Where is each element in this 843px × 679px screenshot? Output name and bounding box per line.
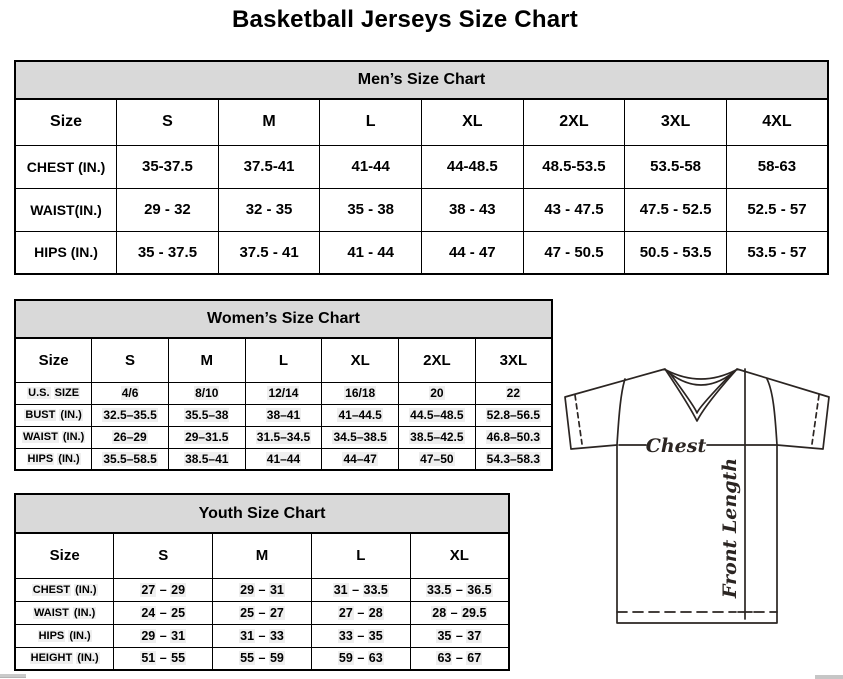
size-value-cell: 25 – 27: [213, 601, 312, 624]
jersey-measurement-diagram: [555, 355, 843, 635]
size-value-cell: 55 – 59: [213, 647, 312, 670]
row-label: CHEST (IN.): [15, 145, 117, 188]
row-label: U.S. SIZE: [15, 382, 92, 404]
column-header: 3XL: [475, 338, 552, 382]
table-row: [15, 426, 552, 448]
size-value-cell: 29 – 31: [114, 624, 213, 647]
size-value-cell: 48.5-53.5: [523, 145, 625, 188]
size-value-cell: 34.5–38.5: [322, 426, 399, 448]
size-value-cell: 35.5–38: [168, 404, 245, 426]
table-row: [15, 145, 828, 188]
size-value-cell: 4/6: [92, 382, 169, 404]
column-header: L: [320, 99, 422, 145]
column-header: L: [245, 338, 322, 382]
jersey-body-outline: [565, 369, 829, 623]
size-value-cell: 24 – 25: [114, 601, 213, 624]
table-title-band: Women’s Size Chart: [15, 300, 552, 338]
front-length-label: Front Length: [719, 457, 741, 599]
size-value-cell: 26–29: [92, 426, 169, 448]
size-value-cell: 35-37.5: [117, 145, 219, 188]
row-label: WAIST(IN.): [15, 188, 117, 231]
size-value-cell: 44 - 47: [422, 231, 524, 274]
size-value-cell: 27 – 28: [311, 601, 410, 624]
column-header: 3XL: [625, 99, 727, 145]
size-value-cell: 41 - 44: [320, 231, 422, 274]
column-header: 4XL: [726, 99, 828, 145]
size-value-cell: 16/18: [322, 382, 399, 404]
column-header: XL: [322, 338, 399, 382]
table-title-band: Youth Size Chart: [15, 494, 509, 533]
size-value-cell: 44-48.5: [422, 145, 524, 188]
row-label: HIPS (IN.): [15, 231, 117, 274]
page-title: Basketball Jerseys Size Chart: [232, 6, 578, 33]
right-cuff-dashed-line: [812, 395, 819, 444]
size-value-cell: 35 - 37.5: [117, 231, 219, 274]
table-row: [15, 188, 828, 231]
table-row: [15, 578, 509, 601]
table-row: [15, 231, 828, 274]
size-value-cell: 33.5 – 36.5: [410, 578, 509, 601]
size-value-cell: 29–31.5: [168, 426, 245, 448]
size-value-cell: 44–47: [322, 448, 399, 470]
table-row: [15, 382, 552, 404]
size-value-cell: 32 - 35: [218, 188, 320, 231]
size-value-cell: 22: [475, 382, 552, 404]
size-value-cell: 31.5–34.5: [245, 426, 322, 448]
size-value-cell: 53.5-58: [625, 145, 727, 188]
size-value-cell: 37.5-41: [218, 145, 320, 188]
size-value-cell: 47.5 - 52.5: [625, 188, 727, 231]
size-value-cell: 35 - 38: [320, 188, 422, 231]
table-header-row: [15, 338, 552, 382]
size-value-cell: 38.5–41: [168, 448, 245, 470]
column-header: M: [213, 533, 312, 578]
column-header: M: [168, 338, 245, 382]
size-value-cell: 58-63: [726, 145, 828, 188]
size-value-cell: 28 – 29.5: [410, 601, 509, 624]
row-label: HIPS (IN.): [15, 448, 92, 470]
column-header: L: [311, 533, 410, 578]
row-label: WAIST (IN.): [15, 601, 114, 624]
right-sleeve-seam: [767, 379, 777, 445]
table-row: [15, 601, 509, 624]
size-value-cell: 47–50: [399, 448, 476, 470]
row-label: HIPS (IN.): [15, 624, 114, 647]
row-label: CHEST (IN.): [15, 578, 114, 601]
size-value-cell: 31 – 33: [213, 624, 312, 647]
horizontal-scrollbar-thumb[interactable]: [0, 674, 26, 678]
size-value-cell: 41–44: [245, 448, 322, 470]
column-header: 2XL: [523, 99, 625, 145]
size-value-cell: 47 - 50.5: [523, 231, 625, 274]
row-label: HEIGHT (IN.): [15, 647, 114, 670]
column-header: Size: [15, 99, 117, 145]
column-header: S: [117, 99, 219, 145]
size-value-cell: 29 - 32: [117, 188, 219, 231]
size-value-cell: 46.8–50.3: [475, 426, 552, 448]
size-value-cell: 41-44: [320, 145, 422, 188]
size-value-cell: 12/14: [245, 382, 322, 404]
left-sleeve-seam: [617, 379, 625, 445]
size-value-cell: 38.5–42.5: [399, 426, 476, 448]
size-value-cell: 20: [399, 382, 476, 404]
size-value-cell: 35 – 37: [410, 624, 509, 647]
row-label: WAIST (IN.): [15, 426, 92, 448]
youth-size-table: [14, 493, 510, 671]
size-value-cell: 43 - 47.5: [523, 188, 625, 231]
size-value-cell: 35.5–58.5: [92, 448, 169, 470]
size-value-cell: 33 – 35: [311, 624, 410, 647]
size-value-cell: 53.5 - 57: [726, 231, 828, 274]
size-value-cell: 54.3–58.3: [475, 448, 552, 470]
size-value-cell: 31 – 33.5: [311, 578, 410, 601]
table-row: [15, 448, 552, 470]
size-value-cell: 41–44.5: [322, 404, 399, 426]
table-header-row: [15, 99, 828, 145]
size-value-cell: 59 – 63: [311, 647, 410, 670]
column-header: XL: [422, 99, 524, 145]
column-header: Size: [15, 533, 114, 578]
size-value-cell: 8/10: [168, 382, 245, 404]
table-row: [15, 404, 552, 426]
size-value-cell: 32.5–35.5: [92, 404, 169, 426]
size-value-cell: 51 – 55: [114, 647, 213, 670]
size-value-cell: 37.5 - 41: [218, 231, 320, 274]
mens-size-table: [14, 60, 829, 275]
left-cuff-dashed-line: [575, 395, 582, 444]
horizontal-scrollbar-fragment[interactable]: [815, 675, 843, 679]
column-header: Size: [15, 338, 92, 382]
womens-size-table: [14, 299, 553, 471]
table-header-row: [15, 533, 509, 578]
jersey-outline-drawing: [555, 355, 843, 635]
size-value-cell: 29 – 31: [213, 578, 312, 601]
column-header: S: [114, 533, 213, 578]
column-header: S: [92, 338, 169, 382]
size-value-cell: 38 - 43: [422, 188, 524, 231]
size-value-cell: 63 – 67: [410, 647, 509, 670]
size-value-cell: 52.5 - 57: [726, 188, 828, 231]
size-value-cell: 27 – 29: [114, 578, 213, 601]
column-header: XL: [410, 533, 509, 578]
table-row: [15, 624, 509, 647]
size-value-cell: 38–41: [245, 404, 322, 426]
table-title-band: Men’s Size Chart: [15, 61, 828, 99]
table-row: [15, 647, 509, 670]
size-value-cell: 44.5–48.5: [399, 404, 476, 426]
size-value-cell: 52.8–56.5: [475, 404, 552, 426]
column-header: 2XL: [399, 338, 476, 382]
size-value-cell: 50.5 - 53.5: [625, 231, 727, 274]
chest-label: Chest: [645, 435, 707, 457]
column-header: M: [218, 99, 320, 145]
row-label: BUST (IN.): [15, 404, 92, 426]
